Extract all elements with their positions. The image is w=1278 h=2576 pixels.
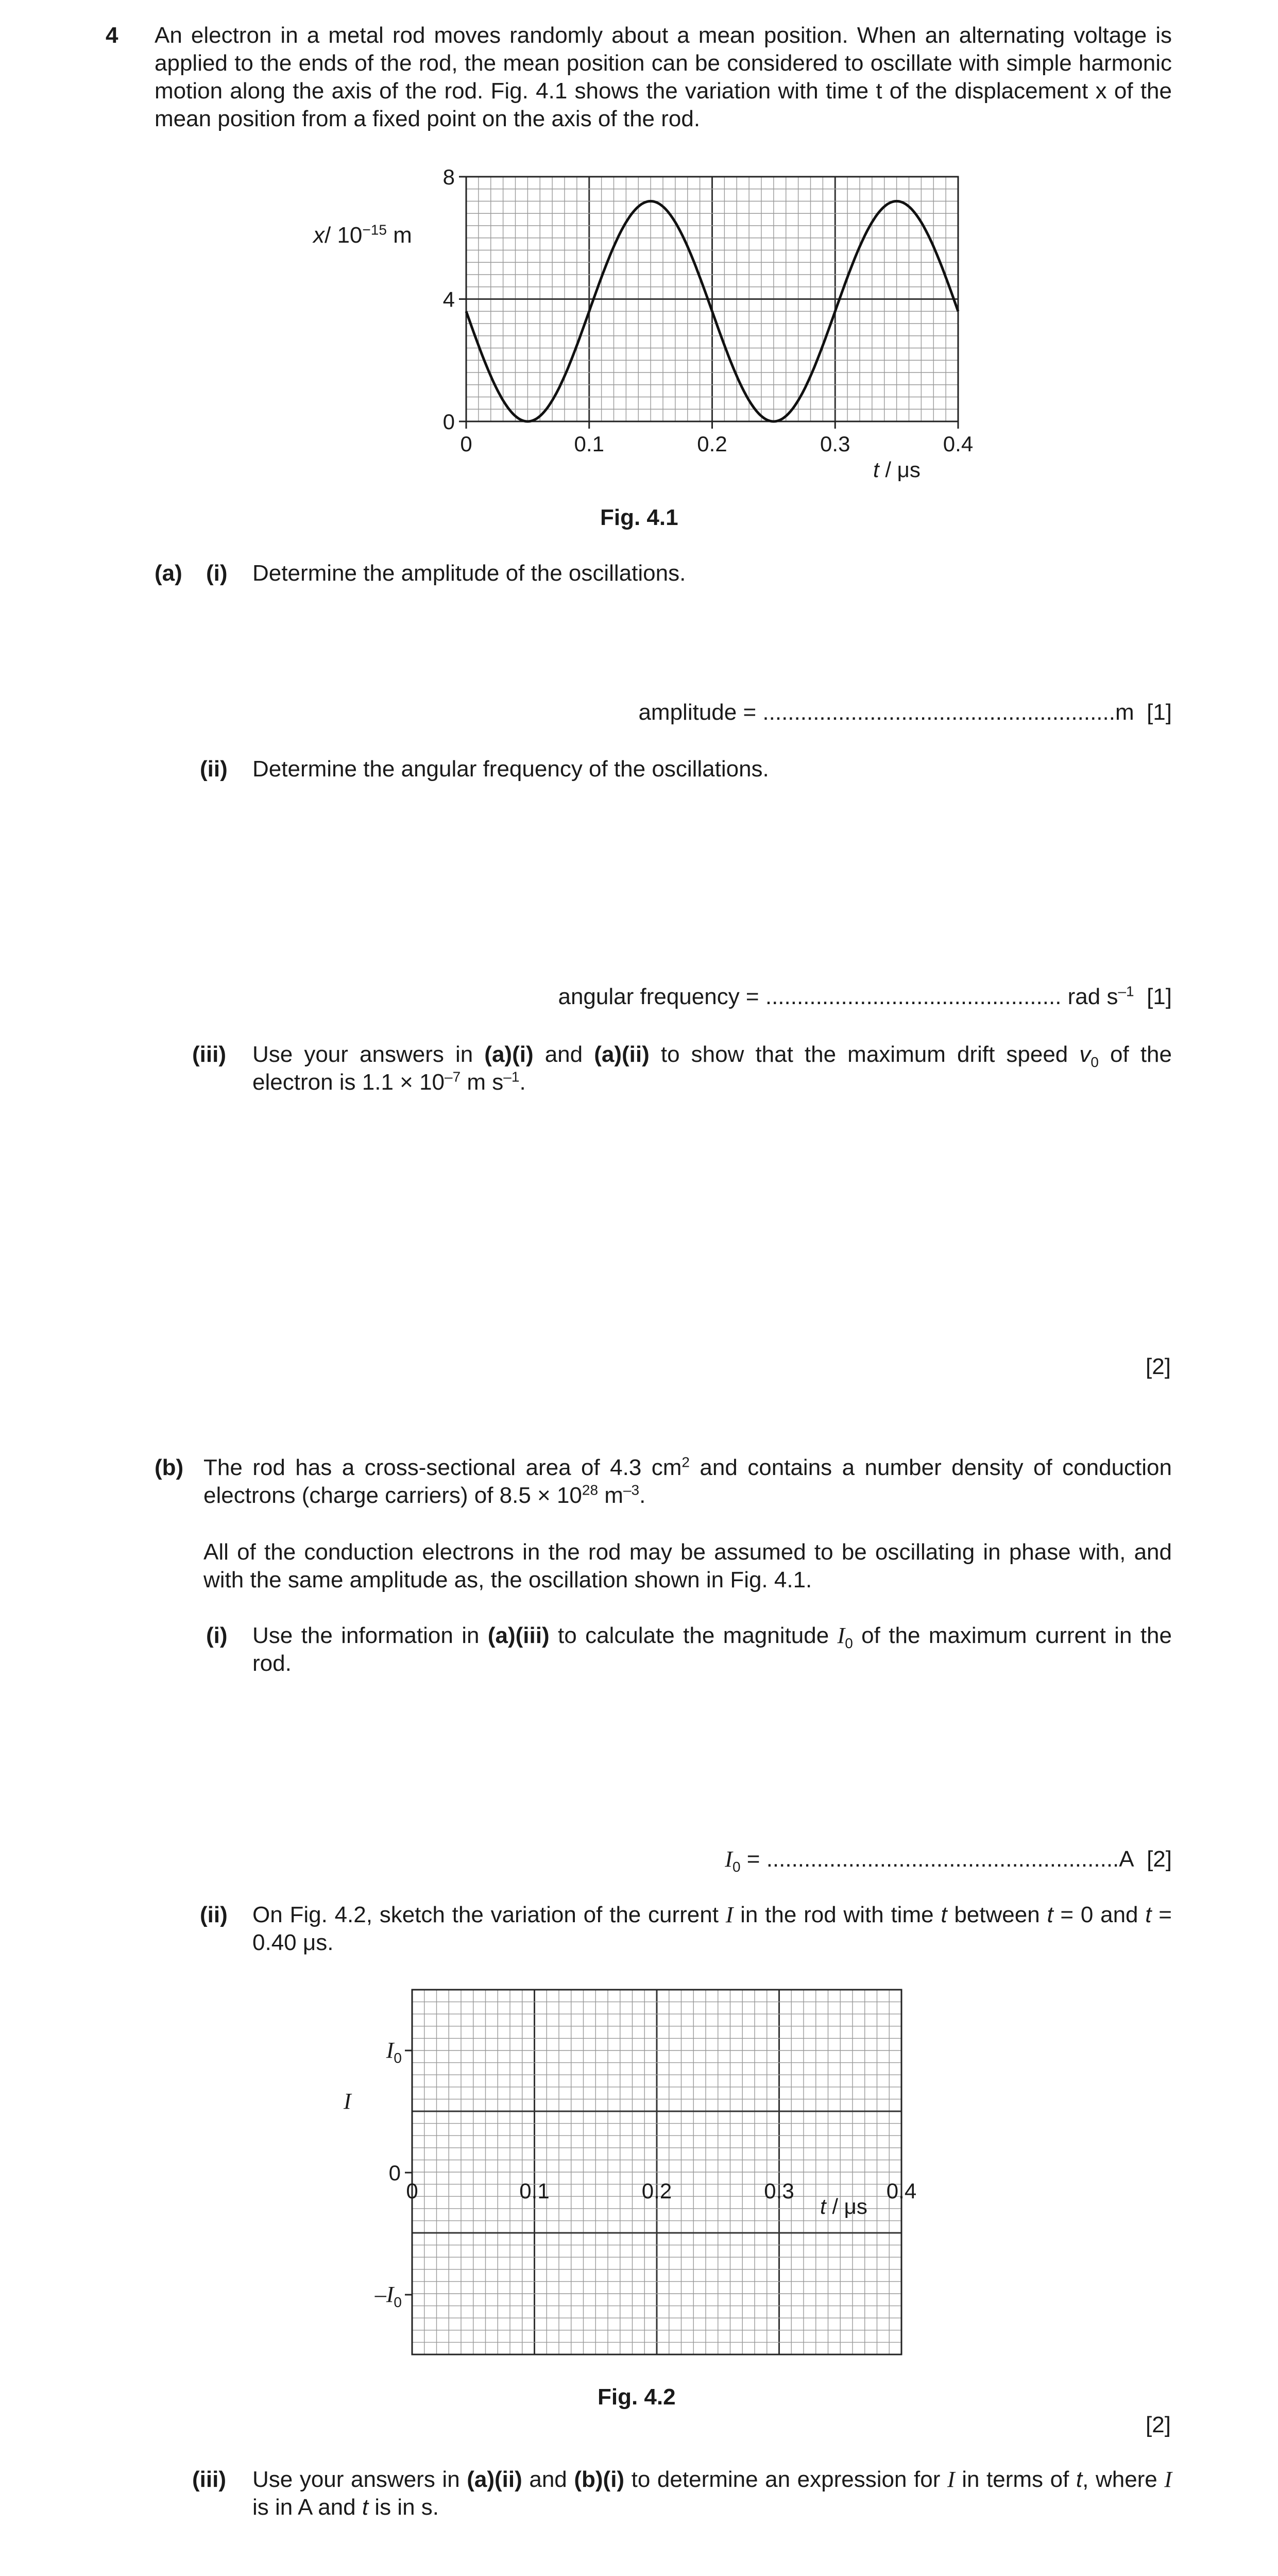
y-tick-label-i0: $I_0$ xyxy=(386,2038,402,2066)
x-tick-label: 0 xyxy=(406,2179,418,2203)
x-tick-label: 0.4 xyxy=(943,432,974,456)
x-tick-label: 0.1 xyxy=(574,432,604,456)
part-a-iii-marks: [2] xyxy=(1146,1354,1171,1379)
y-tick-label: 4 xyxy=(442,287,455,312)
x-axis-label: t / μs xyxy=(820,2194,867,2218)
x-tick-label: 0.2 xyxy=(697,432,727,456)
x-tick-label: 0.2 xyxy=(641,2179,672,2203)
part-a-label: (a) xyxy=(155,561,182,586)
x-tick-label: 0.4 xyxy=(886,2179,917,2203)
part-a-ii-text: Determine the angular frequency of the oscillations. xyxy=(252,756,769,782)
x-axis-label: t / μs xyxy=(873,457,921,482)
part-a-iii-label: (iii) xyxy=(192,1042,226,1067)
x-tick-label: 0.1 xyxy=(519,2179,550,2203)
part-b-label: (b) xyxy=(155,1455,184,1480)
part-a-i-text: Determine the amplitude of the oscillations. xyxy=(252,561,686,586)
x-tick-label: 0.3 xyxy=(764,2179,794,2203)
part-b-para2: All of the conduction electrons in the rod may be assumed to be oscillating in phase with, and with the same amplitude as, the oscillation shown in Fig. 4.1. xyxy=(203,1539,1172,1592)
y-tick-label-zero: 0 xyxy=(388,2161,401,2185)
part-b-ii-label: (ii) xyxy=(200,1902,228,1927)
part-b-i-answer-line: $I_0 = ........................................................A$ [2] xyxy=(725,1846,1172,1875)
fig41-ylabel: x/ $10^{-15}$ m xyxy=(313,222,412,248)
question-number: 4 xyxy=(106,23,118,48)
part-a-ii-label: (ii) xyxy=(200,756,228,782)
x-tick-label: 0.3 xyxy=(820,432,850,456)
part-b-i-label: (i) xyxy=(206,1623,228,1648)
fig42-ylabel: I xyxy=(344,2089,351,2114)
y-tick-label: 0 xyxy=(442,410,455,434)
x-tick-label: 0 xyxy=(460,432,472,456)
y-tick-label-minus-i0: $-I_0$ xyxy=(374,2282,402,2310)
fig41-caption: Fig. 4.1 xyxy=(600,505,678,530)
part-a-iii-text: Use your answers in (a)(i) and (a)(ii) to show that the maximum drift speed $v_0$ of the electron is $1.1 \times 10^{-7}$ m $s^{-1}$. xyxy=(252,1042,1172,1095)
part-b-para1: The rod has a cross-sectional area of 4.3 $cm^2$ and contains a number density of conduction electrons (charge carriers) of $8.5 \times 10^{28}$ $m^{-3}$. xyxy=(203,1454,1172,1508)
part-b-ii-text: On Fig. 4.2, sketch the variation of the current I in the rod with time t between t = 0 and t = 0.40 μs. xyxy=(252,1902,1172,1955)
part-b-iii-label: (iii) xyxy=(192,2467,226,2492)
fig42-caption: Fig. 4.2 xyxy=(598,2384,676,2410)
part-b-iii-text: Use your answers in (a)(ii) and (b)(i) to determine an expression for I in terms of t, where I is in A and t is in s. xyxy=(252,2467,1172,2520)
part-b-i-text: Use the information in (a)(iii) to calculate the magnitude $I_0$ of the maximum current in the rod. xyxy=(252,1623,1172,1676)
y-tick-label: 8 xyxy=(442,165,455,189)
part-a-i-answer-line: amplitude = ........................................................m [1] xyxy=(638,700,1172,725)
part-a-i-label: (i) xyxy=(206,561,228,586)
part-a-ii-answer-line: angular frequency = ............................................... rad $s^{-1}$ [1] xyxy=(558,983,1172,1009)
part-b-ii-marks: [2] xyxy=(1146,2412,1171,2437)
question-intro: An electron in a metal rod moves randomly about a mean position. When an alternating voltage is applied to the ends of the rod, the mean position can be considered to oscillate with simple harmonic motion along the axis of the rod. Fig. 4.1 shows the variation with time t of the displacement x of the mean position from a fixed point on the axis of the rod. xyxy=(155,23,1172,131)
